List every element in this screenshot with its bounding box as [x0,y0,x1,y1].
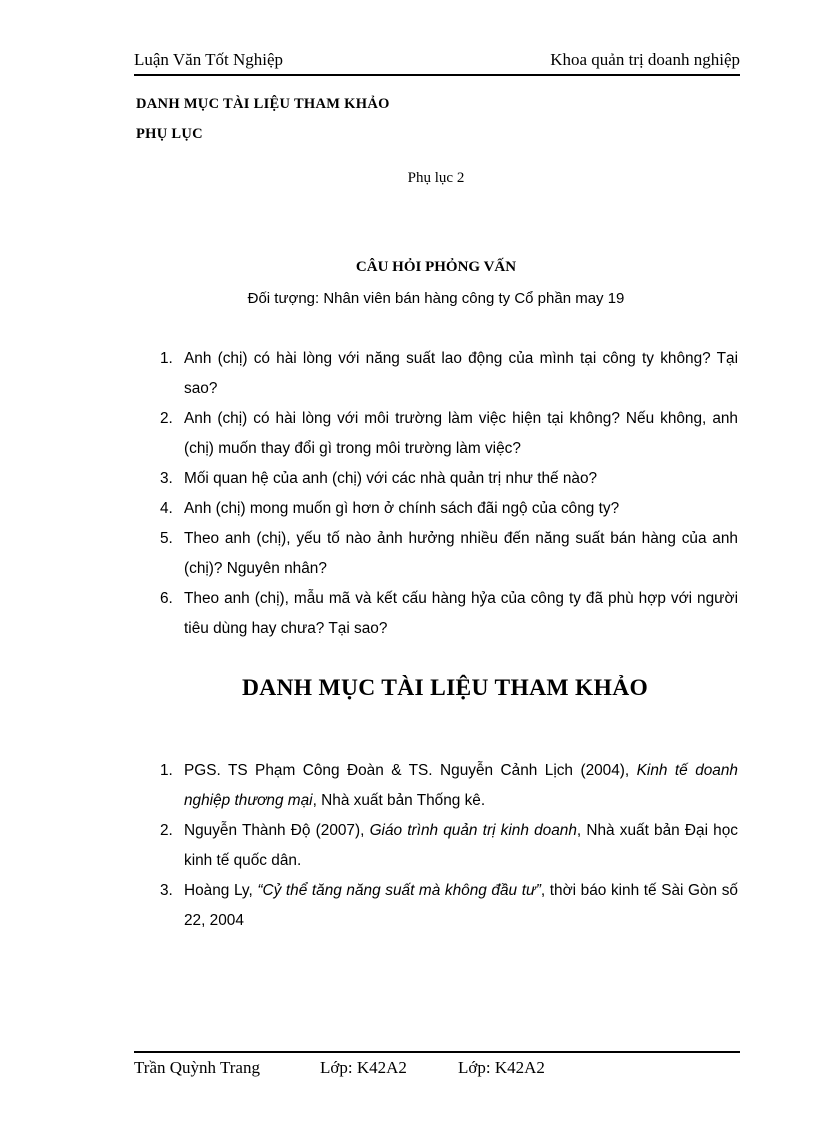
reference-publisher: , thời báo kinh tế Sài Gòn số 22, 2004 [184,882,738,929]
question-list [136,344,738,644]
question-text: Anh (chị) có hài lòng với môi trường làm việc hiện tại không? Nếu không, anh (chị) muốn thay đổi gì trong môi trường làm việc? [184,410,738,457]
list-item [136,756,738,816]
question-text: Theo anh (chị), yếu tố nào ảnh hưởng nhiều đến năng suất bán hàng của anh (chị)? Nguyên nhân? [184,530,738,577]
list-item [136,524,738,584]
interview-subject: Đối tượng: Nhân viên bán hàng công ty Cổ phần may 19 [247,290,625,307]
reference-authors: PGS. TS Phạm Công Đoàn & TS. Nguyễn Cảnh Lịch (2004), [184,762,637,779]
appendix-label: Phụ lục 2 [407,170,465,186]
page-header [134,48,740,76]
list-number: 1. [160,762,173,779]
toc-appendix-entry: PHỤ LỤC [136,126,203,142]
list-number: 3. [160,882,173,899]
header-thesis-label: Luận Văn Tốt Nghiệp [134,50,284,69]
list-number: 5. [160,530,173,547]
reference-work-title: “Cỷ thể tăng năng suất mà không đầu tư” [257,882,541,899]
list-number: 1. [160,350,173,367]
interview-title: CÂU HỎI PHỎNG VẤN [355,259,517,275]
list-item [136,816,738,876]
reference-authors: Nguyễn Thành Độ (2007), [184,822,370,839]
list-item [136,404,738,464]
header-faculty-label: Khoa quản trị doanh nghiệp [550,50,740,69]
reference-authors: Hoàng Ly, [184,882,258,899]
reference-publisher: , Nhà xuất bản Thống kê. [312,792,486,809]
list-item [136,464,738,494]
question-text: Anh (chị) mong muốn gì hơn ở chính sách đãi ngộ của công ty? [184,500,620,517]
question-text: Theo anh (chị), mẫu mã và kết cấu hàng hỷa của công ty đã phù hợp với người tiêu dùng hay chưa? Tại sao? [184,590,738,637]
list-number: 6. [160,590,173,607]
list-number: 2. [160,410,173,427]
footer-author: Trần Quỳnh Trang [134,1058,260,1077]
list-item [136,344,738,404]
reference-publisher: , Nhà xuất bản Đại học kinh tế quốc dân. [184,822,738,869]
toc-references-entry: DANH MỤC TÀI LIỆU THAM KHẢO [136,96,390,112]
reference-list [136,756,738,936]
page-footer [134,1051,740,1093]
list-item [136,876,738,936]
list-number: 4. [160,500,173,517]
reference-work-title: Kinh tế doanh nghiệp thương mại [184,762,738,809]
footer-class-repeat: Lớp: K42A2 [458,1058,545,1077]
references-title: DANH MỤC TÀI LIỆU THAM KHẢO [241,675,649,701]
list-item [136,494,738,524]
question-text: Anh (chị) có hài lòng với năng suất lao động của mình tại công ty không? Tại sao? [184,350,738,397]
footer-class: Lớp: K42A2 [320,1058,407,1077]
question-text: Mối quan hệ của anh (chị) với các nhà quản trị như thế nào? [184,470,598,487]
list-number: 3. [160,470,173,487]
reference-work-title: Giáo trình quản trị kinh doanh [369,822,577,839]
list-number: 2. [160,822,173,839]
list-item [136,584,738,644]
